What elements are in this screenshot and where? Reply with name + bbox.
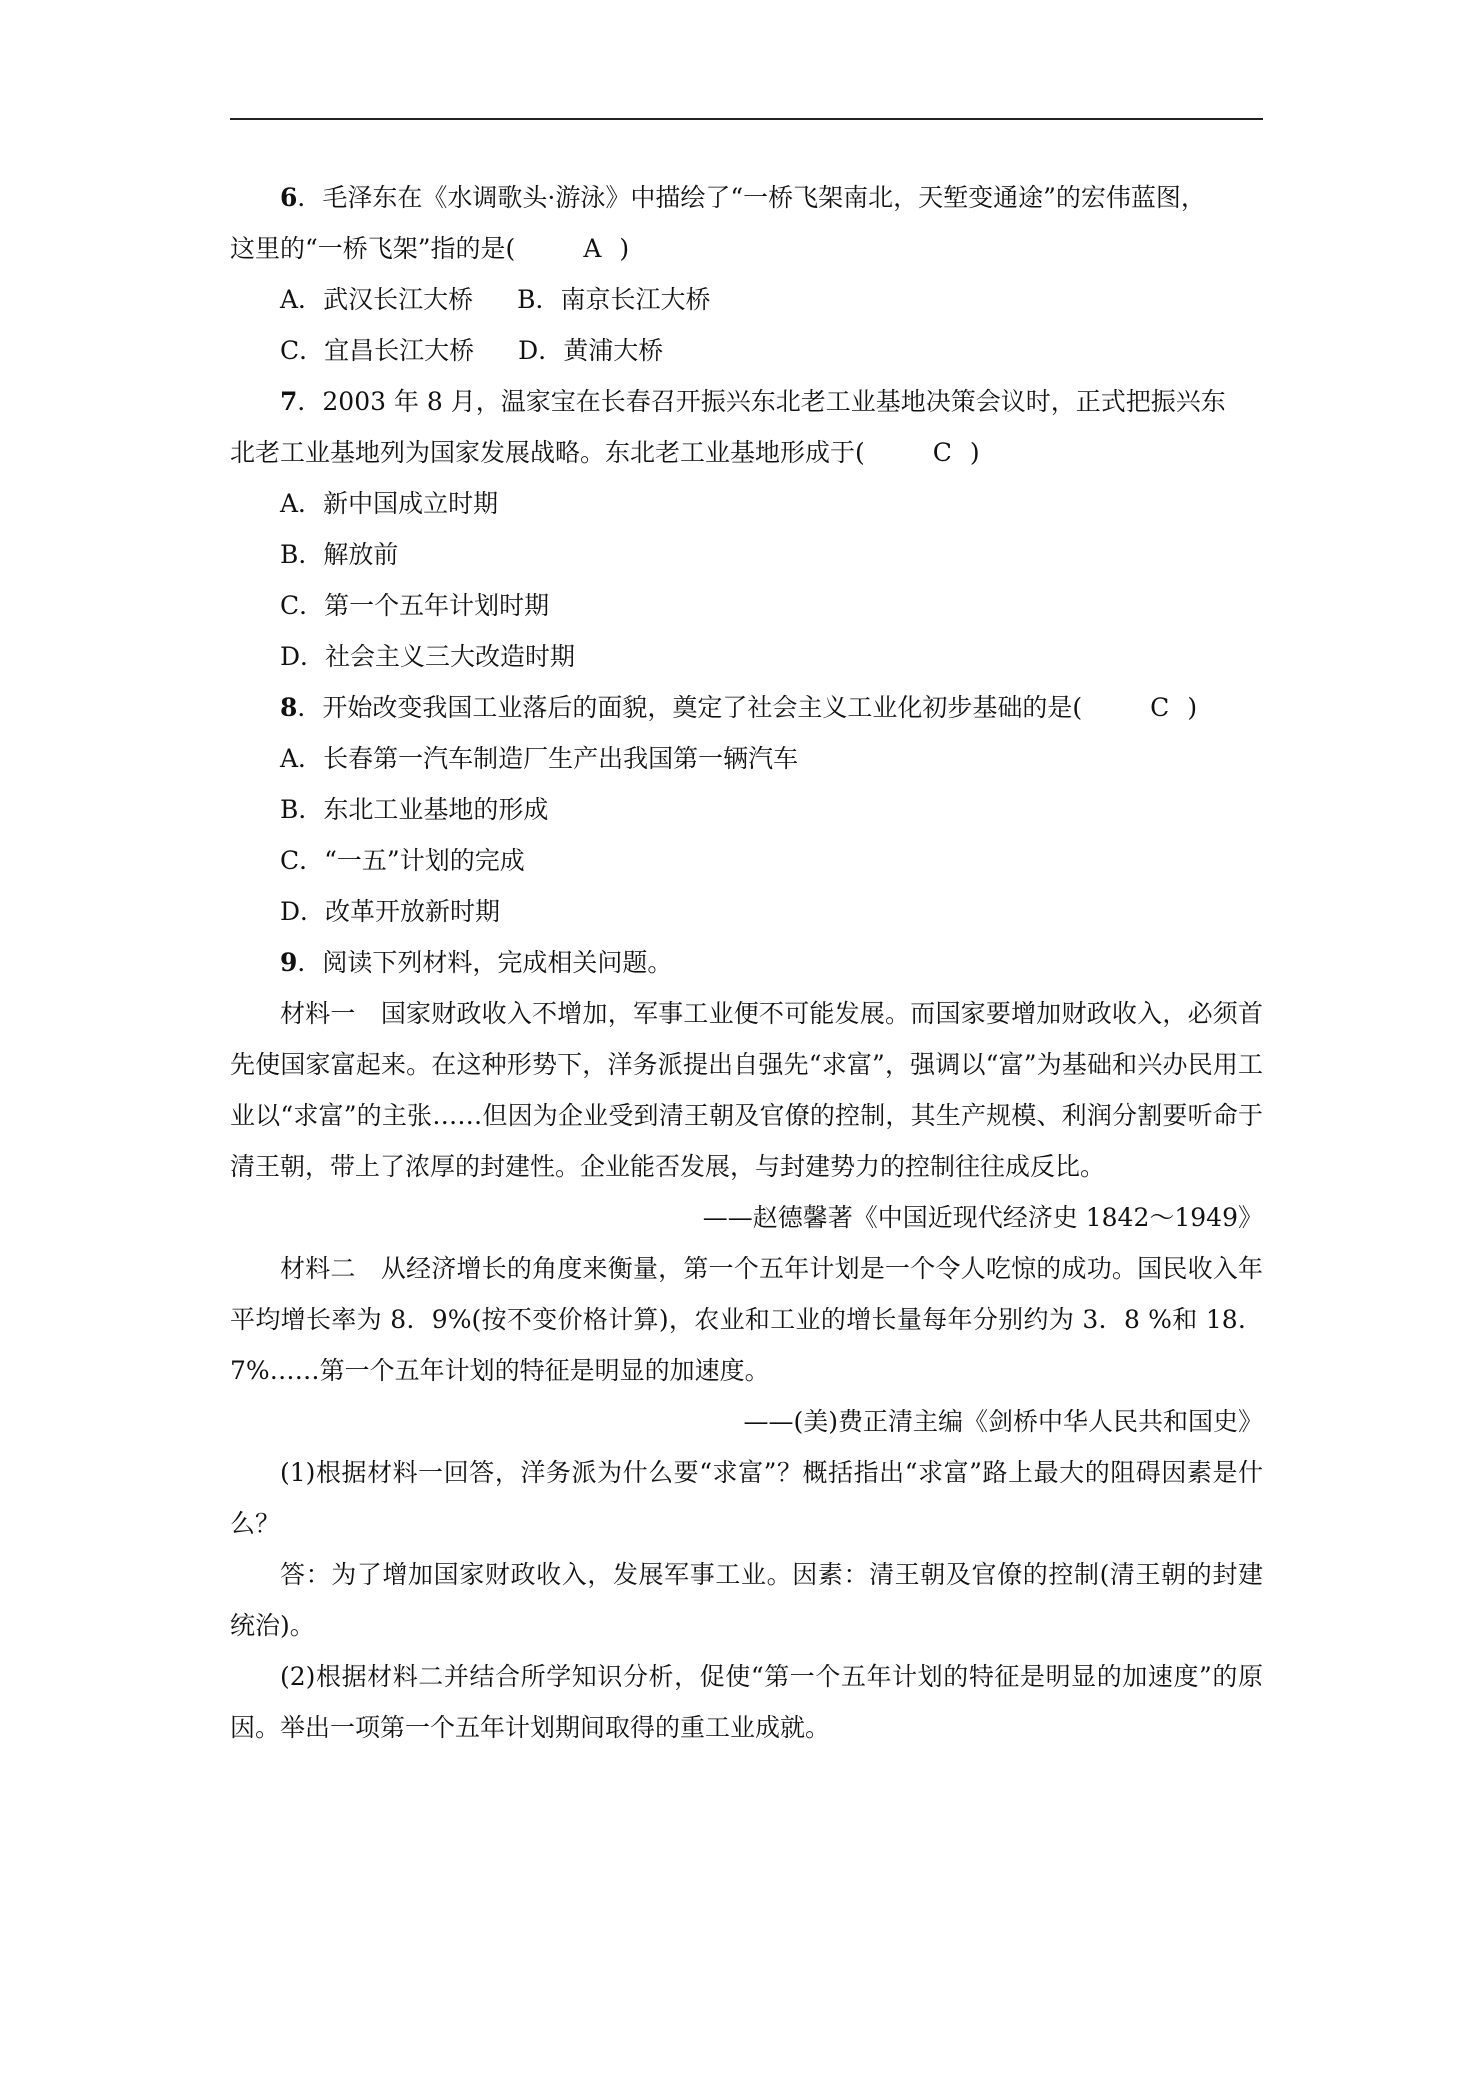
- question-9: [230, 937, 1263, 1753]
- question-text: ．阅读下列材料，完成相关问题。: [297, 948, 673, 977]
- option-text: 第一个五年计划时期: [324, 591, 550, 620]
- option-text: “一五”计划的完成: [324, 846, 525, 875]
- option-row: [230, 835, 1263, 886]
- option-label: C．: [280, 336, 325, 365]
- question-6: [230, 172, 1263, 376]
- option-row: [230, 325, 1263, 376]
- option-row: [230, 274, 1263, 325]
- answer-mark: C: [932, 438, 952, 467]
- option-row: [230, 784, 1263, 835]
- header-rule: [230, 118, 1263, 120]
- material-one-source: ——赵德馨著《中国近现代经济史 1842～1949》: [702, 1203, 1263, 1232]
- option-label: D．: [280, 642, 326, 671]
- option-text: 改革开放新时期: [325, 897, 501, 926]
- option-row: [230, 733, 1263, 784]
- option-text: 解放前: [323, 540, 399, 569]
- question-8: [230, 682, 1263, 937]
- option-row: [230, 886, 1263, 937]
- option-label: D．: [518, 336, 564, 365]
- question-number: 9: [280, 948, 298, 977]
- question-number: 7: [280, 387, 298, 416]
- option-label: A．: [280, 744, 324, 773]
- question-text: 这里的“一桥飞架”指的是(: [230, 234, 516, 263]
- option-label: A．: [280, 489, 324, 518]
- option-text: 黄浦大桥: [563, 336, 664, 365]
- option-text: 长春第一汽车制造厂生产出我国第一辆汽车: [323, 744, 799, 773]
- option-text: 新中国成立时期: [323, 489, 499, 518]
- sub-question-1: (1)根据材料一回答，洋务派为什么要“求富”？概括指出“求富”路上最大的阻碍因素是什么？: [230, 1458, 1263, 1538]
- question-number: 8: [280, 693, 298, 722]
- question-7: [230, 376, 1263, 682]
- option-text: 南京长江大桥: [560, 285, 711, 314]
- sub-question-2: (2)根据材料二并结合所学知识分析，促使“第一个五年计划的特征是明显的加速度”的原因。举出一项第一个五年计划期间取得的重工业成就。: [230, 1662, 1263, 1742]
- question-text: ): [969, 438, 980, 467]
- option-text: 武汉长江大桥: [323, 285, 474, 314]
- option-row: [230, 580, 1263, 631]
- option-row: [230, 529, 1263, 580]
- option-label: B．: [280, 795, 324, 824]
- option-label: C．: [280, 591, 325, 620]
- option-text: 东北工业基地的形成: [323, 795, 549, 824]
- material-two: 材料二 从经济增长的角度来衡量，第一个五年计划是一个令人吃惊的成功。国民收入年平均增长率为 8．9%(按不变价格计算)，农业和工业的增长量每年分别约为 3．8 %和 18．7%……第一个五年计划的特征是明显的加速度。: [230, 1254, 1263, 1385]
- question-text: ．开始改变我国工业落后的面貌，奠定了社会主义工业化初步基础的是(: [297, 693, 1083, 722]
- answer-mark: C: [1150, 693, 1170, 722]
- option-row: [230, 478, 1263, 529]
- option-label: B．: [517, 285, 561, 314]
- question-text: ．2003 年 8 月，温家宝在长春召开振兴东北老工业基地决策会议时，正式把振兴东: [297, 387, 1226, 416]
- option-label: B．: [280, 540, 324, 569]
- sub-answer-1: 答：为了增加国家财政收入，发展军事工业。因素：清王朝及官僚的控制(清王朝的封建统治)。: [230, 1560, 1263, 1640]
- question-text: 北老工业基地列为国家发展战略。东北老工业基地形成于(: [230, 438, 865, 467]
- document-body: [230, 172, 1263, 1753]
- material-two-source: ——(美)费正清主编《剑桥中华人民共和国史》: [743, 1407, 1263, 1436]
- question-text: ): [619, 234, 630, 263]
- option-label: D．: [280, 897, 326, 926]
- option-row: [230, 631, 1263, 682]
- question-9-stem: [230, 937, 1263, 988]
- question-6-stem: [230, 172, 1263, 274]
- question-text: ): [1187, 693, 1198, 722]
- material-one: 材料一 国家财政收入不增加，军事工业便不可能发展。而国家要增加财政收入，必须首先使国家富起来。在这种形势下，洋务派提出自强先“求富”，强调以“富”为基础和兴办民用工业以“求富”的主张……但因为企业受到清王朝及官僚的控制，其生产规模、利润分割要听命于清王朝，带上了浓厚的封建性。企业能否发展，与封建势力的控制往往成反比。: [230, 999, 1263, 1181]
- option-label: A．: [280, 285, 324, 314]
- question-text: ．毛泽东在《水调歌头·游泳》中描绘了“一桥飞架南北，天堑变通途”的宏伟蓝图，: [297, 183, 1206, 212]
- option-text: 宜昌长江大桥: [324, 336, 475, 365]
- option-text: 社会主义三大改造时期: [325, 642, 576, 671]
- question-7-stem: [230, 376, 1263, 478]
- option-label: C．: [280, 846, 325, 875]
- question-number: 6: [280, 183, 298, 212]
- question-8-stem: [230, 682, 1263, 733]
- answer-mark: A: [583, 234, 602, 263]
